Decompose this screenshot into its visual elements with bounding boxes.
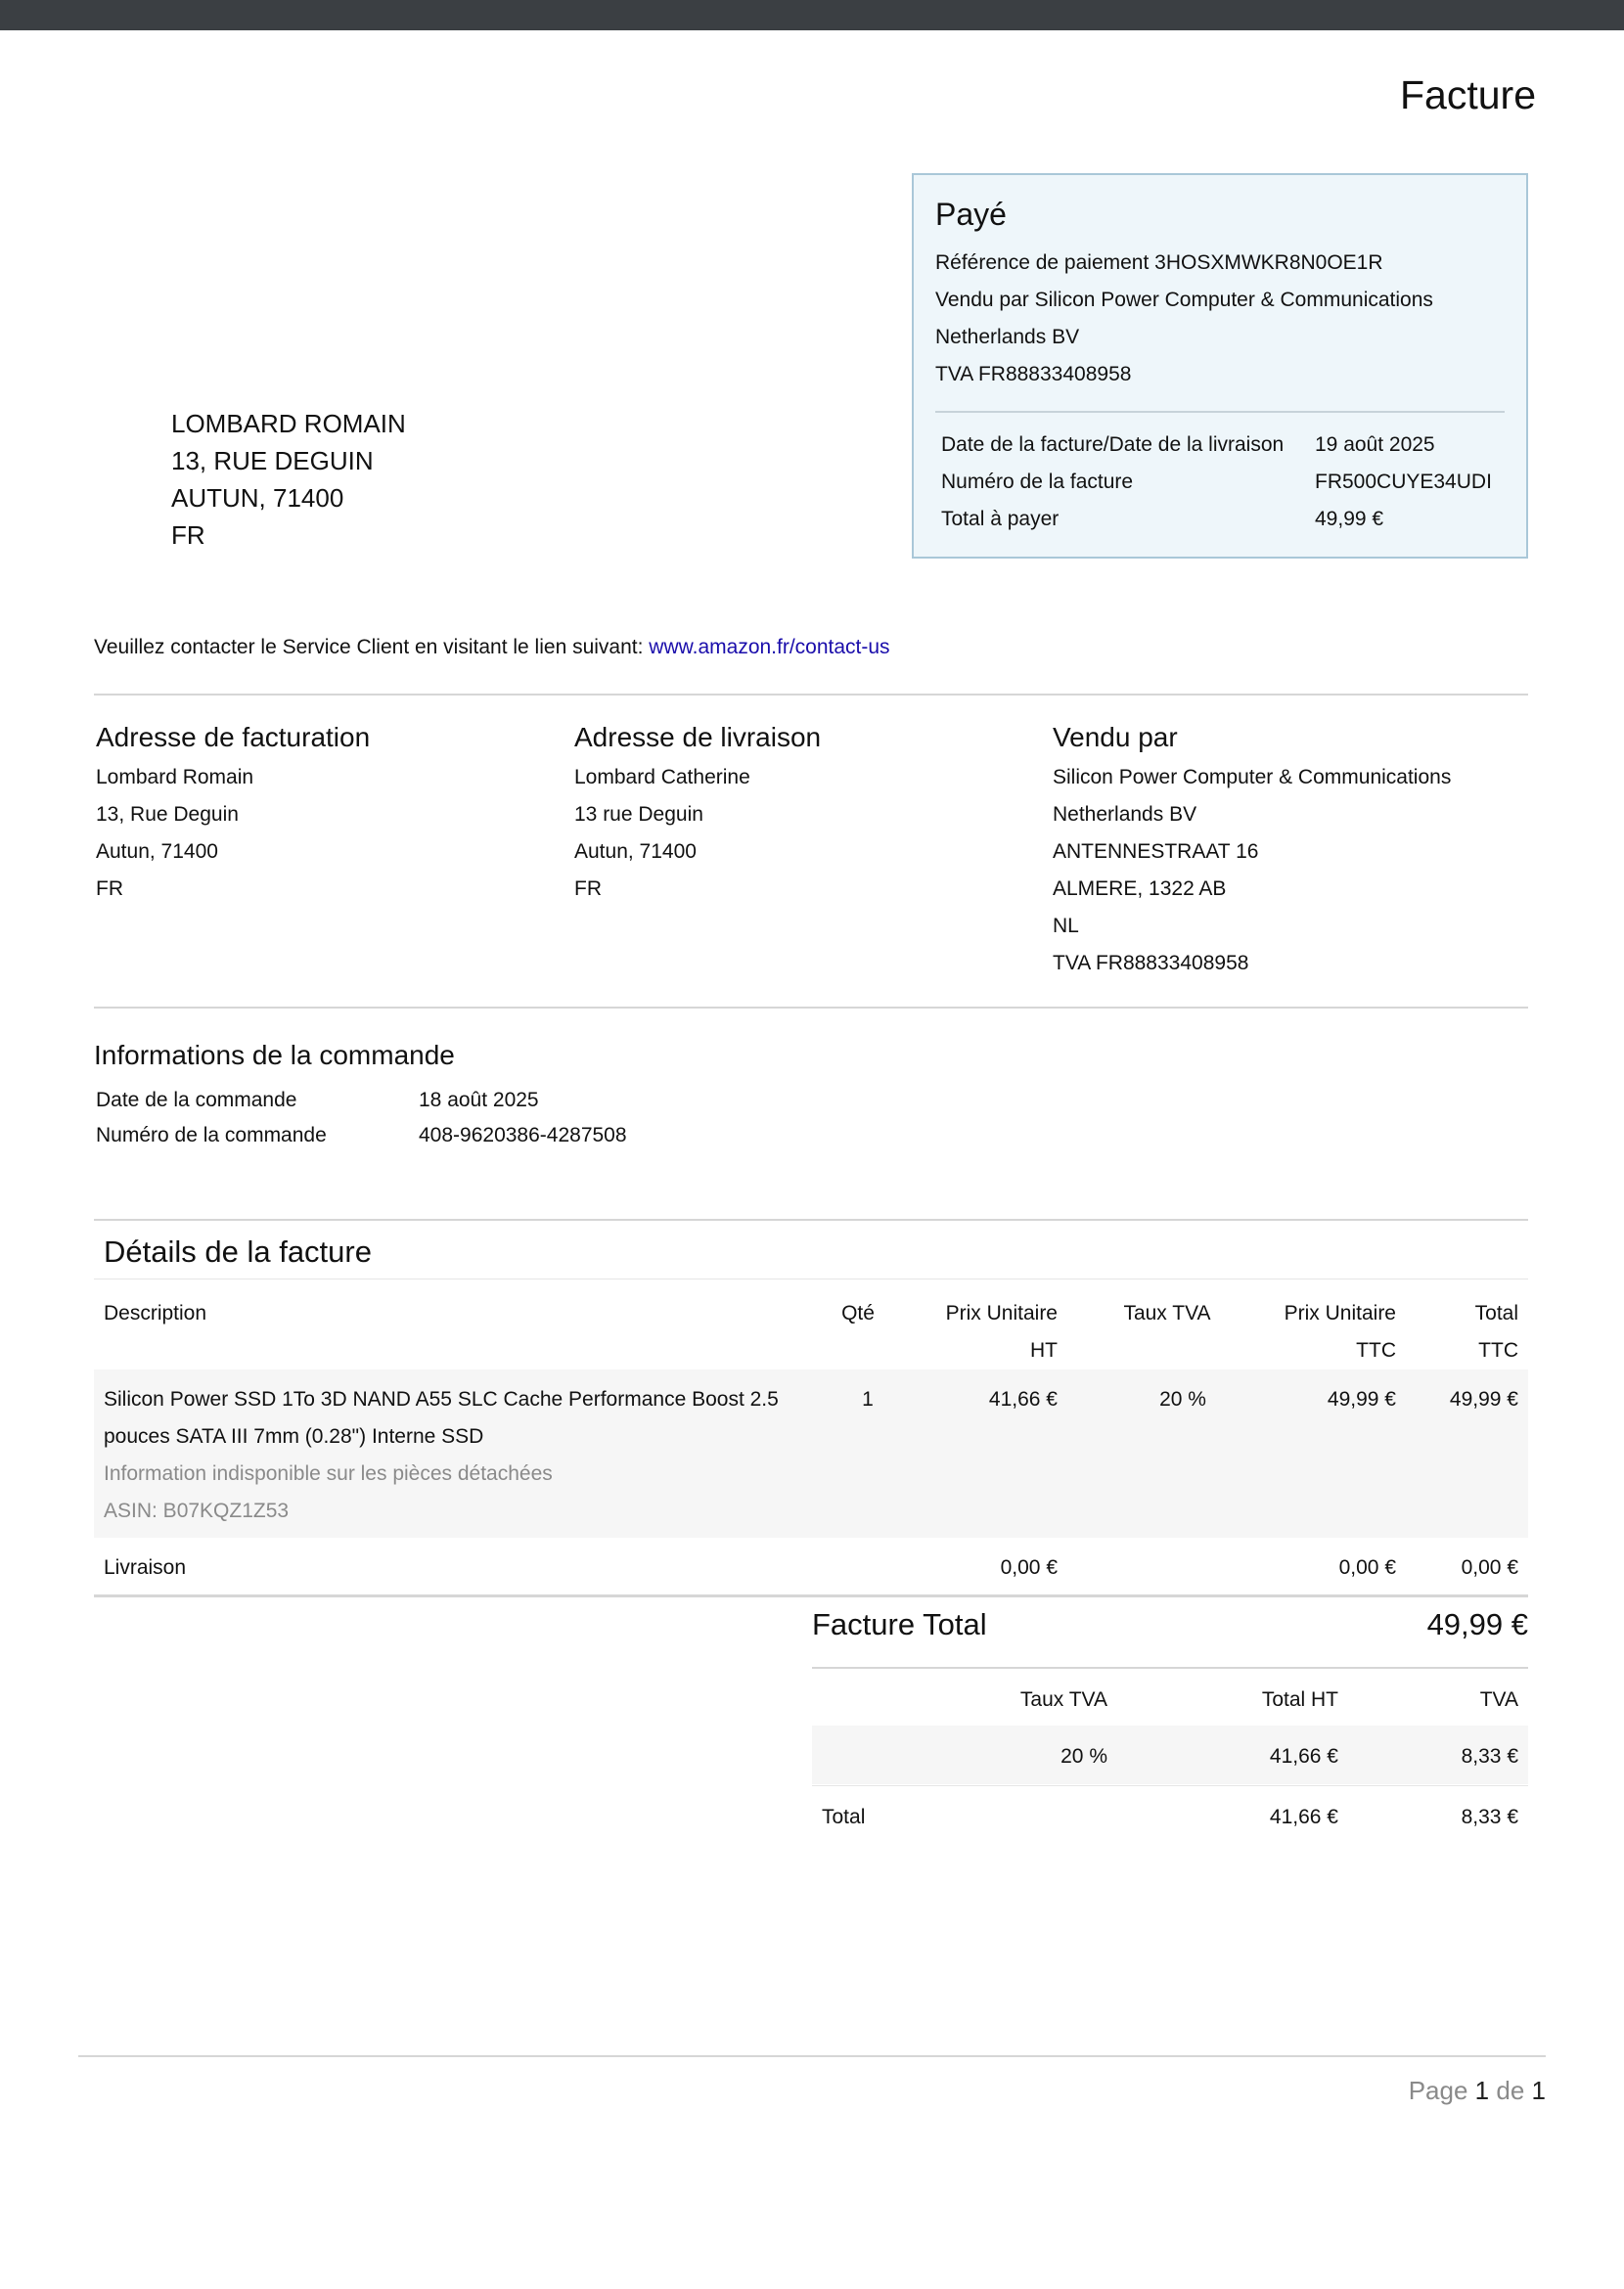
divider (94, 1007, 1528, 1009)
col-header-unit-ht-2: HT (1030, 1339, 1058, 1362)
amount-due-value: 49,99 € (1315, 508, 1384, 530)
item-vat-rate: 20 % (1159, 1388, 1206, 1411)
item-total-ttc: 49,99 € (1449, 1388, 1518, 1411)
vat-total-ht-sum: 41,66 € (1269, 1806, 1338, 1828)
order-number-value: 408-9620386-4287508 (419, 1124, 627, 1146)
amount-due-row (935, 501, 1505, 538)
col-header-unit-ht (880, 1295, 1058, 1369)
col-header-total-2: TTC (1478, 1339, 1518, 1362)
item-note: Information indisponible sur les pièces détachées (104, 1462, 553, 1485)
item-qty: 1 (862, 1388, 874, 1411)
seller-line: Netherlands BV (1053, 803, 1197, 826)
invoice-number-row (935, 464, 1505, 501)
seller-address (1053, 720, 1451, 982)
item-desc-line: Silicon Power SSD 1To 3D NAND A55 SLC Cache Performance Boost 2.5 (104, 1388, 779, 1411)
document-title: Facture (1400, 72, 1536, 117)
shipping-unit-ttc: 0,00 € (1338, 1556, 1396, 1579)
billing-line: Lombard Romain (96, 766, 254, 788)
payment-status: Payé (935, 197, 1007, 232)
vat-total-ht-value: 41,66 € (1269, 1745, 1338, 1768)
recipient-line: LOMBARD ROMAIN (171, 409, 406, 438)
col-header-unit-ttc-2: TTC (1356, 1339, 1396, 1362)
invoice-number-label: Numéro de la facture (941, 471, 1134, 493)
shipping-line: FR (574, 877, 602, 900)
shipping-row-label: Livraison (104, 1556, 187, 1579)
col-header-total (1409, 1295, 1518, 1369)
contact-text: Veuillez contacter le Service Client en visitant le lien suivant: (94, 636, 644, 658)
page-current: 1 (1474, 2076, 1490, 2105)
order-date-value: 18 août 2025 (419, 1089, 539, 1111)
recipient-line: AUTUN, 71400 (171, 483, 344, 513)
contact-link[interactable]: www.amazon.fr/contact-us (649, 636, 890, 658)
payment-reference: Référence de paiement 3HOSXMWKR8N0OE1R (935, 251, 1383, 274)
vat-col-vat: TVA (1479, 1688, 1518, 1711)
page-indicator (1409, 2076, 1546, 2106)
invoice-total-label: Facture Total (812, 1607, 987, 1641)
payment-summary-box (912, 173, 1528, 559)
order-date-label: Date de la commande (96, 1089, 297, 1111)
billing-line: 13, Rue Deguin (96, 803, 239, 826)
order-number-label: Numéro de la commande (96, 1124, 327, 1146)
item-unit-ht: 41,66 € (988, 1388, 1058, 1411)
seller-line: ALMERE, 1322 AB (1053, 877, 1227, 900)
divider (812, 1785, 1528, 1786)
vat-total-label: Total (822, 1806, 866, 1828)
invoice-date-label: Date de la facture/Date de la livraison (941, 433, 1285, 456)
col-header-unit-ttc-1: Prix Unitaire (1284, 1302, 1396, 1324)
vat-col-total-ht: Total HT (1261, 1688, 1338, 1711)
shipping-total-ttc: 0,00 € (1461, 1556, 1518, 1579)
order-date-row (96, 1089, 539, 1112)
sold-by-line: Vendu par Silicon Power Computer & Communications (935, 289, 1433, 311)
shipping-address (574, 720, 821, 908)
vat-amount-value: 8,33 € (1461, 1745, 1518, 1768)
sold-by-line-2: Netherlands BV (935, 326, 1080, 348)
seller-line: TVA FR88833408958 (1053, 952, 1249, 974)
top-bar (0, 0, 1624, 30)
col-header-qty: Qté (841, 1302, 875, 1324)
invoice-date-row (935, 426, 1505, 464)
invoice-number-value: FR500CUYE34UDI (1315, 471, 1492, 493)
col-header-total-1: Total (1474, 1302, 1518, 1324)
item-asin: ASIN: B07KQZ1Z53 (104, 1500, 290, 1522)
shipping-line: Autun, 71400 (574, 840, 697, 863)
vat-col-rate: Taux TVA (1019, 1688, 1107, 1711)
divider (812, 1667, 1528, 1669)
recipient-line: FR (171, 520, 205, 550)
page-word: Page (1408, 2076, 1468, 2105)
col-header-vat-rate: Taux TVA (1123, 1302, 1211, 1324)
vat-rate-value: 20 % (1060, 1745, 1107, 1768)
shipping-unit-ht: 0,00 € (1000, 1556, 1058, 1579)
order-info-title: Informations de la commande (94, 1040, 455, 1070)
divider (94, 1594, 1528, 1597)
item-desc-line: pouces SATA III 7mm (0.28") Interne SSD (104, 1425, 484, 1448)
item-description (104, 1381, 808, 1530)
seller-vat: TVA FR88833408958 (935, 363, 1132, 385)
billing-line: Autun, 71400 (96, 840, 218, 863)
col-header-unit-ht-1: Prix Unitaire (945, 1302, 1058, 1324)
seller-line: ANTENNESTRAAT 16 (1053, 840, 1259, 863)
seller-title: Vendu par (1053, 722, 1178, 752)
page-total: 1 (1531, 2076, 1546, 2105)
billing-address (96, 720, 370, 908)
billing-line: FR (96, 877, 123, 900)
divider (94, 1219, 1528, 1221)
shipping-line: Lombard Catherine (574, 766, 750, 788)
page-of-word: de (1496, 2076, 1525, 2105)
col-header-description: Description (104, 1302, 207, 1324)
invoice-details-title: Détails de la facture (104, 1234, 372, 1269)
billing-address-title: Adresse de facturation (96, 722, 371, 752)
contact-line (94, 636, 890, 659)
recipient-line: 13, RUE DEGUIN (171, 446, 374, 475)
amount-due-label: Total à payer (941, 508, 1060, 530)
invoice-date-value: 19 août 2025 (1315, 433, 1435, 456)
recipient-address (171, 405, 406, 554)
shipping-address-title: Adresse de livraison (574, 722, 822, 752)
item-unit-ttc: 49,99 € (1327, 1388, 1396, 1411)
vat-total-sum: 8,33 € (1461, 1806, 1518, 1828)
invoice-total-value: 49,99 € (1426, 1607, 1528, 1641)
order-number-row (96, 1124, 627, 1147)
seller-line: Silicon Power Computer & Communications (1053, 766, 1452, 788)
seller-line: NL (1053, 915, 1079, 937)
col-header-unit-ttc (1223, 1295, 1396, 1369)
divider (94, 694, 1528, 696)
shipping-line: 13 rue Deguin (574, 803, 703, 826)
footer-divider (78, 2055, 1546, 2057)
divider (935, 411, 1505, 413)
